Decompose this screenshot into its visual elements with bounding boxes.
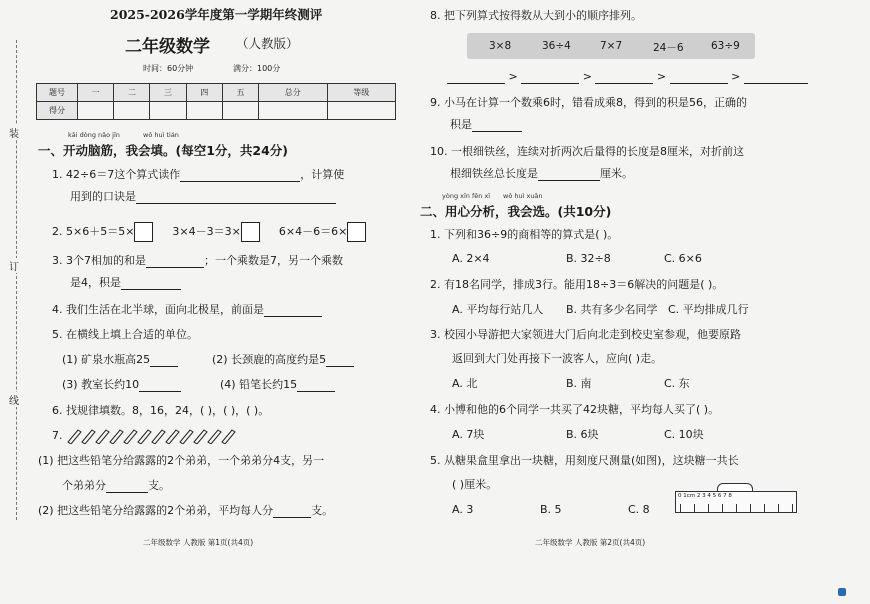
score-table [36,83,396,120]
q7-row [52,428,242,444]
q1-rhyme-blank[interactable] [136,192,336,204]
q1-line2-text: 用到的口诀是 [70,190,136,203]
s2q3-option[interactable]: A. 北 [452,377,478,390]
pencil-icon [96,430,109,444]
s2q2-option[interactable]: A. 平均每行站几人 [452,303,544,316]
q3-line2-text: 是4，积是 [70,276,121,289]
q2-c-text: 6×4－6＝6× [278,225,348,238]
ruler-tick [722,504,723,512]
pencil-icon [68,430,81,444]
tile-expression: 7×7 [600,40,623,52]
q5-b-line [212,353,354,367]
s2q1-option[interactable]: B. 32÷8 [566,252,611,265]
time-label: 时间：60分钟 [143,64,194,73]
q5-c-line [62,378,181,392]
q8-ordering-row: > > > > [447,70,808,84]
section2-title: 二、用心分析，我会选。(共10分) [420,204,612,219]
s2q2-option[interactable]: B. 共有多少名同学 [566,303,658,316]
right-footer: 二年级数学 人教版 第2页(共4页) [535,538,646,547]
s2q5-line1: 5. 从糖果盒里拿出一块糖，用刻度尺测量(如图)，这块糖一共长 [430,454,739,467]
score-table-header-label: 题号 [37,84,78,102]
score-cell [114,102,150,120]
tile-expression: 24－6 [653,42,684,54]
section2-pinyin-a: yòng xīn fēn xī [442,192,491,200]
q10-line1: 10. 一根细铁丝，连续对折两次后量得的长度是8厘米，对折前这 [430,145,744,158]
pencil-icon [222,430,235,444]
score-col-1: 一 [78,84,114,102]
left-footer: 二年级数学 人教版 第1页(共4页) [143,538,254,547]
q5-b-blank[interactable] [326,355,354,367]
subject-title: 二年级数学 [125,37,210,57]
q2-b-text: 3×4－3＝3× [172,225,241,238]
s2q2-text: 2. 有18名同学，排成3行。能用18÷3＝6解决的问题是( )。 [430,278,724,291]
pencils-image [66,428,242,444]
s2q5-option[interactable]: C. 8 [628,503,650,516]
score-col-5: 五 [222,84,258,102]
ruler-tick [680,504,681,512]
ruler-labels: 0 1cm 2 3 4 5 6 7 8 [678,493,732,499]
s2q4-option[interactable]: B. 6块 [566,428,599,441]
q5-d-line [220,378,335,392]
score-cell [222,102,258,120]
q8-text: 8. 把下列算式按得数从大到小的顺序排列。 [430,9,642,22]
q3-line1 [52,254,343,268]
expression-tiles [467,33,755,59]
ruler-tick [736,504,737,512]
q10-line2-text: 根细铁丝总长度是 [450,167,538,180]
pencil-icon [82,430,95,444]
s2q5-option[interactable]: B. 5 [540,503,562,516]
q1-line1 [52,168,344,182]
q1-reading-blank[interactable] [180,170,300,182]
score-col-grade: 等级 [327,84,395,102]
q7-1-blank[interactable] [106,481,148,493]
section2-pinyin-b: wǒ huì xuǎn [503,192,543,200]
q5-a-line [62,353,178,367]
binding-line [16,40,17,520]
q3-sum-blank[interactable] [146,256,204,268]
q1-line2 [70,190,336,204]
q7-label: 7. [52,429,63,442]
section1-pinyin-b: wǒ huì tián [143,131,179,139]
score-col-4: 四 [186,84,222,102]
q1-text-end: ，计算使 [300,168,345,181]
score-cell [259,102,327,120]
pencil-icon [110,430,123,444]
q1-text: 1. 42÷6＝7这个算式读作 [52,168,181,181]
score-col-3: 三 [150,84,186,102]
ruler-tick [778,504,779,512]
full-score-label: 满分：100分 [233,64,281,73]
q2-a-text: 2. 5×6＋5＝5× [52,225,135,238]
s2q4-option[interactable]: C. 10块 [664,428,704,441]
pencil-icon [166,430,179,444]
margin-char-ding: 订 [9,258,19,273]
section1-pinyin-a: kāi dòng nǎo jīn [68,131,120,139]
q7-2-text: (2) 把这些铅笔分给露露的2个弟弟，平均每人分 [38,504,274,517]
s2q3-option[interactable]: B. 南 [566,377,592,390]
q4-line [52,303,322,317]
pencil-icon [208,430,221,444]
q5-c-blank[interactable] [139,380,181,392]
pencil-icon [194,430,207,444]
q9-blank[interactable] [472,120,522,132]
q5-d-text: (4) 铅笔长约15 [220,378,298,391]
s2q1-text: 1. 下列和36÷9的商相等的算式是( )。 [430,228,619,241]
q2-b-box[interactable] [241,222,260,242]
pencil-icon [138,430,151,444]
s2q5-line2: ( )厘米。 [452,478,498,491]
s2q3-line2: 返回到大门处再接下一波客人，应向( )走。 [452,352,663,365]
score-cell [150,102,186,120]
q10-unit: 厘米。 [600,167,633,180]
score-col-2: 二 [114,84,150,102]
s2q4-option[interactable]: A. 7块 [452,428,485,441]
tile-expression: 3×8 [489,40,512,52]
q3-line2 [70,276,181,290]
margin-char-zhuang: 装 [9,125,19,140]
s2q3-line1: 3. 校园小导游把大家领进大门后向北走到校史室参观，他要原路 [430,328,741,341]
q10-line2 [450,167,633,181]
q7-1-text: 个弟弟分 [62,479,106,492]
pencil-icon [124,430,137,444]
q6-text: 6. 找规律填数。8，16，24，( )，( )，( )。 [52,404,270,417]
q7-1-line2 [62,479,170,493]
q5-d-blank[interactable] [297,380,335,392]
q3-product-blank[interactable] [121,278,181,290]
q4-text: 4. 我们生活在北半球，面向北极星，前面是 [52,303,264,316]
s2q4-text: 4. 小博和他的6个同学一共买了42块糖，平均每人买了( )。 [430,403,720,416]
order-blank[interactable] [670,72,728,84]
score-cell [327,102,395,120]
q5-text: 5. 在横线上填上合适的单位。 [52,328,198,341]
ruler-image [675,491,797,513]
q4-direction-blank[interactable] [264,305,322,317]
q2-row [52,222,366,242]
ruler-tick [694,504,695,512]
score-cell [78,102,114,120]
q5-a-text: (1) 矿泉水瓶高25 [62,353,151,366]
q9-line1: 9. 小马在计算一个数乘6时，错看成乘8，得到的积是56，正确的 [430,96,747,109]
q5-b-text: (2) 长颈鹿的高度约是5 [212,353,327,366]
q3-text-end: ；一个乘数是7，另一个乘数 [204,254,343,267]
margin-char-xian: 线 [9,392,19,407]
score-table-row-label: 得分 [37,102,78,120]
q10-blank[interactable] [538,169,600,181]
tile-expression: 36÷4 [542,40,571,52]
q7-1-line1: (1) 把这些铅笔分给露露的2个弟弟，一个弟弟分4支，另一 [38,454,325,467]
q5-a-blank[interactable] [150,355,178,367]
q5-c-text: (3) 教室长约10 [62,378,140,391]
tile-expression: 63÷9 [711,40,740,52]
s2q5-option[interactable]: A. 3 [452,503,474,516]
order-blank[interactable] [744,72,808,84]
q3-text: 3. 3个7相加的和是 [52,254,146,267]
q7-1-unit: 支。 [148,479,170,492]
ruler-tick [708,504,709,512]
s2q2-option[interactable]: C. 平均排成几行 [668,303,749,316]
order-blank[interactable] [521,72,579,84]
s2q1-option[interactable]: C. 6×6 [664,252,702,265]
watermark-logo-icon [838,588,846,596]
ruler-tick [792,504,793,512]
edition-label: （人教版） [236,36,299,51]
q7-2-blank[interactable] [273,506,311,518]
q7-2-unit: 支。 [311,504,334,517]
q2-a-box[interactable] [134,222,153,242]
q2-c-box[interactable] [347,222,366,242]
score-col-total: 总分 [259,84,327,102]
score-cell [186,102,222,120]
pencil-icon [180,430,193,444]
q9-line2 [450,118,522,132]
ruler-tick [750,504,751,512]
q9-line2-text: 积是 [450,118,472,131]
pencil-icon [152,430,165,444]
order-blank[interactable] [595,72,653,84]
q7-2-line [38,504,333,518]
exam-title: 2025-2026学年度第一学期年终测评 [110,7,323,22]
s2q3-option[interactable]: C. 东 [664,377,690,390]
order-blank[interactable] [447,72,505,84]
section1-title: 一、开动脑筋，我会填。(每空1分，共24分) [38,143,289,158]
ruler-tick [764,504,765,512]
s2q1-option[interactable]: A. 2×4 [452,252,490,265]
